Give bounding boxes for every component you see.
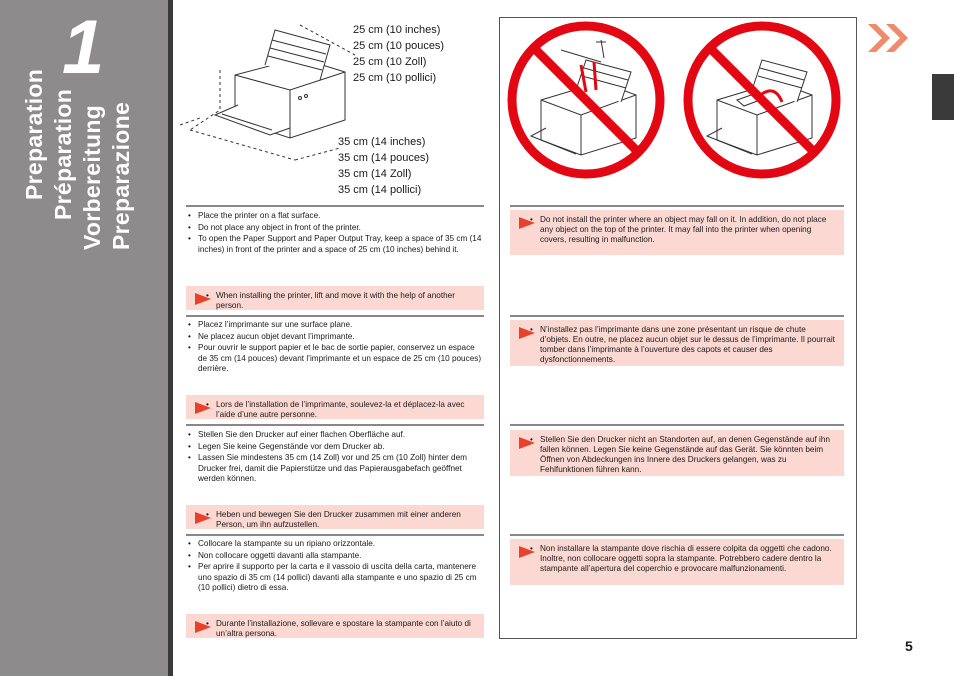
warning-text: • Do not install the printer where an object may fall on it. In addition, do not place any object on the top of the printer. It may fall into the printer when opening covers, resulting in malfunction. [540,215,838,245]
warning-box-en [510,210,844,255]
sidebar-edge [168,0,173,676]
warning-box-it [510,539,844,585]
section-divider [510,534,844,536]
list-item: • Legen Sie keine Gegenstände vor dem Drucker ab. [186,442,484,452]
warning-text: • Non installare la stampante dove rischia di essere colpita da oggetti che cadono. Inoltre, non collocare oggetti sopra la stampante. Potrebbero cadere dentro la stampante all’apertura del coperchio e provocare malfunzionamenti. [540,544,838,574]
caution-box-de [186,505,484,529]
caution-box-fr [186,395,484,419]
list-item: • Lassen Sie mindestens 35 cm (14 Zoll) vor und 25 cm (10 Zoll) hinter dem Drucker frei, damit die Papierstütze und das Papierausgabefach geöffnet werden können. [186,453,484,484]
rear-space-de: 25 cm (10 Zoll) [353,56,427,68]
section-divider [186,315,484,317]
warning-text: • Stellen Sie den Drucker nicht an Standorten auf, an denen Gegenstände auf ihn fallen können. Legen Sie keine Gegenstände auf das Gerät. Sie könnten beim Öffnen von Abdeckungen ins Innere des Druckers gelangen, was zu Fehlfunktionen führen kann. [540,435,838,475]
list-item: • Non collocare oggetti davanti alla stampante. [186,551,484,561]
title-english: Preparation [21,68,47,200]
prohibited-objects-on-top-icon [682,20,842,180]
rear-space-it: 25 cm (10 pollici) [353,72,437,84]
list-item: • Placez l’imprimante sur une surface plane. [186,320,484,330]
section-divider [186,205,484,207]
title-german: Vorbereitung [79,104,105,250]
caution-flag-icon [194,511,212,525]
front-space-de: 35 cm (14 Zoll) [338,168,412,180]
caution-text: • Durante l’installazione, sollevare e spostare la stampante con l’aiuto di un’altra persona. [216,619,478,639]
rear-space-labels [353,22,444,86]
caution-flag-icon [518,436,536,450]
caution-text: • Lors de l’installation de l’imprimante, soulevez-la et déplacez-la avec l’aide d’une autre personne. [216,400,478,420]
next-page-arrows-icon[interactable] [866,22,916,54]
front-space-fr: 35 cm (14 pouces) [338,152,430,164]
step-number: 1 [62,5,105,90]
section-divider [186,534,484,536]
list-item: • Collocare la stampante su un ripiano orizzontale. [186,539,484,549]
rear-space-en: 25 cm (10 inches) [353,24,441,36]
title-italian: Preparazione [108,101,134,250]
section-divider [510,424,844,426]
front-space-labels [338,134,429,198]
caution-text: • When installing the printer, lift and move it with the help of another person. [216,291,478,311]
caution-box-it [186,614,484,638]
instructions-it [186,539,484,595]
list-item: • Ne placez aucun objet devant l’imprimante. [186,332,484,342]
chapter-tab-marker [932,74,954,120]
caution-flag-icon [194,401,212,415]
list-item: • Per aprire il supporto per la carta e il vassoio di uscita della carta, mantenere uno spazio di 35 cm (14 pollici) davanti alla stampante e uno spazio di 25 cm (10 pollici) dietro di essa. [186,562,484,593]
warning-text: • N’installez pas l’imprimante dans une zone présentant un risque de chute d’objets. En outre, ne placez aucun objet sur le dessus de l’imprimante. Il pourrait tomber dans l’imprimante à l’ouverture des capots et causer des dysfonctionnements. [540,325,838,365]
caution-flag-icon [194,292,212,306]
list-item: • Stellen Sie den Drucker auf einer flachen Oberfläche auf. [186,430,484,440]
rear-space-fr: 25 cm (10 pouces) [353,40,445,52]
caution-text: • Heben und bewegen Sie den Drucker zusammen mit einer anderen Person, um ihn aufzustellen. [216,510,478,530]
list-item: • Pour ouvrir le support papier et le bac de sortie papier, conservez un espace de 35 cm (14 pouces) devant l’imprimante et un espace de 25 cm (10 pouces) derrière. [186,343,484,374]
instructions-fr [186,320,484,376]
instructions-en [186,211,484,256]
section-divider [510,315,844,317]
title-french: Préparation [50,88,76,220]
page-number: 5 [905,638,913,654]
front-space-en: 35 cm (14 inches) [338,136,426,148]
caution-flag-icon [518,545,536,559]
instructions-de [186,430,484,486]
warning-box-de [510,430,844,476]
caution-flag-icon [518,326,536,340]
list-item: • Place the printer on a flat surface. [186,211,484,221]
warning-box-fr [510,320,844,366]
caution-flag-icon [518,216,536,230]
list-item: • To open the Paper Support and Paper Output Tray, keep a space of 35 cm (14 inches) in front of the printer and a space of 25 cm (10 inches) behind it. [186,234,484,254]
section-titles [20,50,136,250]
list-item: • Do not place any object in front of the printer. [186,223,484,233]
caution-flag-icon [194,620,212,634]
front-space-it: 35 cm (14 pollici) [338,184,422,196]
section-divider [510,205,844,207]
prohibited-objects-falling-icon [506,20,666,180]
section-divider [186,424,484,426]
caution-box-en [186,286,484,310]
